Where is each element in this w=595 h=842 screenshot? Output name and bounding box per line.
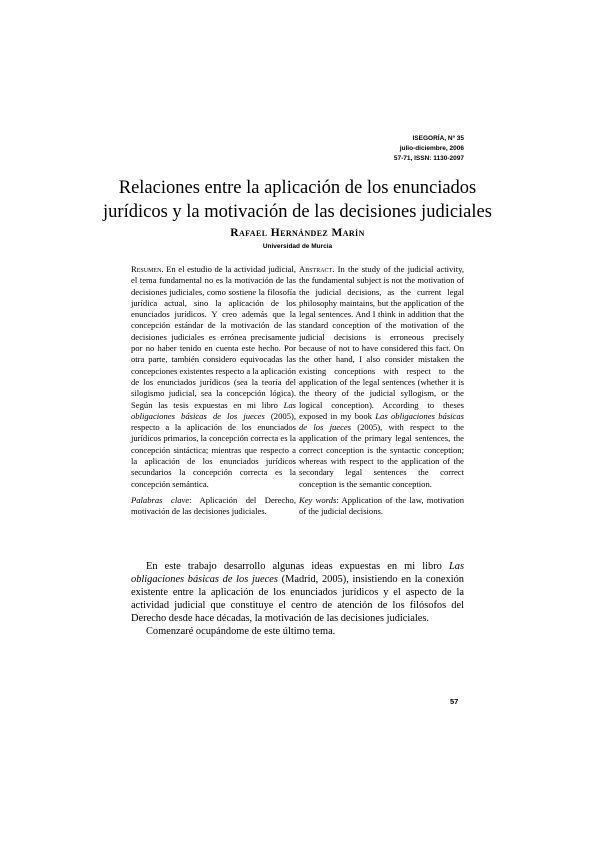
book-title: Las obligaciones básicas de los jueces bbox=[131, 561, 464, 585]
title-line-2: jurídicos y la motivación de las decisiones judiciales bbox=[103, 202, 492, 222]
keywords-label: Palabras clave bbox=[131, 494, 190, 505]
abstract-english bbox=[299, 264, 464, 518]
article-title bbox=[80, 176, 515, 224]
keywords-label: Key words bbox=[299, 494, 337, 505]
abstract-spanish bbox=[131, 264, 296, 518]
page-number: 57 bbox=[450, 697, 459, 706]
author-affiliation: Universidad de Murcia bbox=[262, 243, 333, 250]
body-paragraph: En este trabajo desarrollo algunas ideas expuestas en mi libro Las obligaciones básicas de los jueces (Madrid, 2005), insistiendo en la conexión existente entre la aplicación de los enunciados jurídicos y el aspecto de la actividad judicial que constituye el centro de atención de los filósofos del Derecho desde hace décadas, la motivación de las decisiones judiciales. bbox=[131, 561, 464, 624]
abstract-english-text: Abstract. In the study of the judicial activity, the fundamental subject is not the motivation of the judicial decisions, as the current legal philosophy maintains, but the application of the legal sentences. And I think in addition that the standard conception of the motivation of the judicial decisions is erroneous precisely because of not to have considered this fact. On the other hand, I also consider mistaken the existing conceptions with respect to the application of the legal sentences (whether it is the theory of the judicial syllogism, or the logical conception). According to theses exposed in my book Las obligaciones básicas de los jueces (2005), with respect to the application of the primary legal sentences, the correct conception is the syntactic conception; whereas with respect to the application of the secondary legal sentences the correct conception is the semantic conception. bbox=[299, 264, 465, 489]
journal-issn: 57-71, ISSN: 1130-2097 bbox=[393, 155, 464, 162]
keywords-spanish: Palabras clave: Aplicación del Derecho, motivación de las decisiones judiciales. bbox=[131, 494, 296, 517]
body-paragraph: Comenzaré ocupándome de este último tema. bbox=[146, 626, 336, 637]
keywords-english: Key words: Application of the law, motivation of the judicial decisions. bbox=[299, 494, 464, 517]
author-name bbox=[80, 227, 515, 239]
journal-name: ISEGORÍA, Nº 35 bbox=[412, 135, 464, 142]
journal-header bbox=[394, 134, 464, 164]
author-name-text: Rafael Hernández Marín bbox=[230, 227, 365, 239]
journal-date: julio-diciembre, 2006 bbox=[399, 145, 464, 152]
abstract-spanish-text: Resumen. En el estudio de la actividad judicial, el tema fundamental no es la motivación de las decisiones judiciales, como sostiene la filosofía jurídica actual, sino la aplicación de los enunciados jurídicos. Y creo además que la concepción estándar de la motivación de las decisiones judiciales es errónea precisamente por no haber tenido en cuenta este hecho. Por otra parte, también considero equivocadas las concepciones existentes respecto a la aplicación de los enunciados jurídicos (sea la teoría del silogismo judicial, sea la concepción lógica). Según las tesis expuestas en mi libro Las obligaciones básicas de los jueces (2005), respecto a la aplicación de los enunciados jurídicos primarios, la concepción correcta es la concepción sintáctica; mientras que respecto a la aplicación de los enunciados jurídicos secundarios la concepción correcta es la concepción semántica. bbox=[131, 264, 296, 489]
body-text bbox=[131, 560, 464, 638]
book-title: Las obligaciones básicas de los jueces bbox=[299, 410, 465, 433]
title-line-1: Relaciones entre la aplicación de los enunciados bbox=[118, 178, 477, 198]
book-title: Las obligaciones básicas de los jueces bbox=[131, 399, 296, 421]
abstract-label: Abstract bbox=[299, 264, 333, 274]
resumen-label: Resumen bbox=[131, 264, 162, 274]
